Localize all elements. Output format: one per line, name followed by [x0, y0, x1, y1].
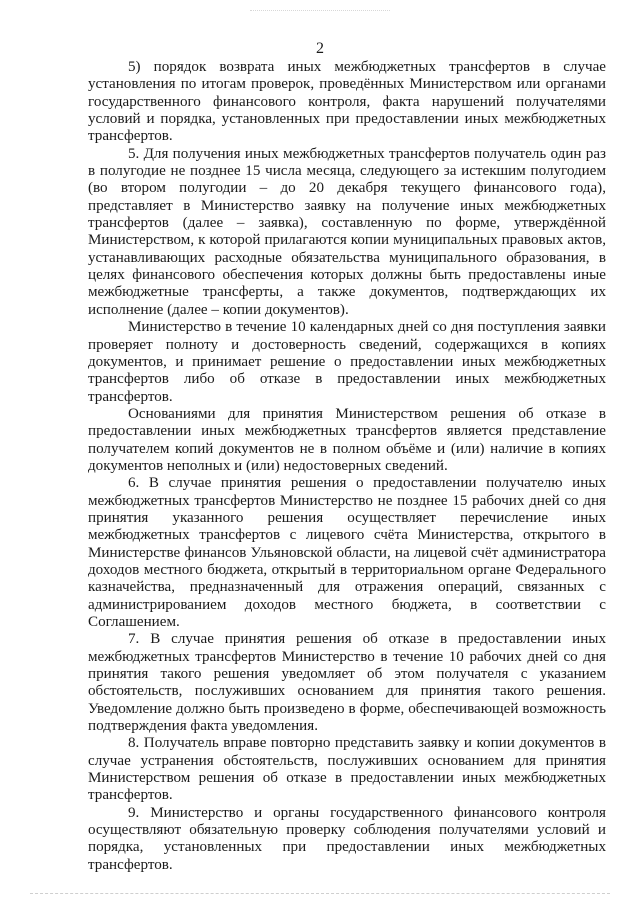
scan-artifact-top — [250, 10, 390, 12]
paragraph-9-control: 9. Министерство и органы государственного финансового контроля осуществляют обязательную проверку соблюдения получателями условий и порядка, установленных при предоставлении иных межбюджетных трансфертов. — [88, 804, 606, 873]
paragraph-5-review: Министерство в течение 10 календарных дней со дня поступления заявки проверяет полноту и достоверность сведений, содержащихся в копиях документов, и принимает решение о предоставлении иных межбюджетных трансфертов либо об отказе в предоставлении иных межбюджетных трансфертов. — [88, 319, 606, 405]
paragraph-item-5-return-order: 5) порядок возврата иных межбюджетных трансфертов в случае установления по итогам проверок, проведённых Министерством или органами государственного финансового контроля, факта нарушений получателями условий и порядка, установленных при предоставлении иных межбюджетных трансфертов. — [88, 59, 606, 145]
document-body — [88, 59, 606, 874]
paragraph-8-resubmission: 8. Получатель вправе повторно представить заявку и копии документов в случае устранения обстоятельств, послуживших основанием для принятия Министерством решения об отказе в предоставлении иных межбюджетных трансфертов. — [88, 735, 606, 804]
scan-artifact-bottom — [30, 893, 610, 895]
paragraph-5-refusal-grounds: Основаниями для принятия Министерством решения об отказе в предоставлении иных межбюджетных трансфертов является представление получателем копий документов не в полном объёме и (или) наличие в копиях документов неполных и (или) недостоверных сведений. — [88, 405, 606, 474]
page-number: 2 — [316, 40, 324, 57]
paragraph-5-application: 5. Для получения иных межбюджетных трансфертов получатель один раз в полугодие не позднее 15 числа месяца, следующего за истекшим полугодием (во втором полугодии – до 20 декабря текущего финансового года), представляет в Министерство заявку на получение иных межбюджетных трансфертов (далее – заявка), составленную по форме, утверждённой Министерством, к которой прилагаются копии муниципальных правовых актов, устанавливающих расходные обязательства муниципального образования, в целях финансового обеспечения которых должны быть предоставлены иные межбюджетные трансферты, а также документов, подтверждающих их исполнение (далее – копии документов). — [88, 145, 606, 318]
paragraph-6-transfer: 6. В случае принятия решения о предоставлении получателю иных межбюджетных трансфертов Министерство не позднее 15 рабочих дней со дня принятия указанного решения осуществляет перечисление иных межбюджетных трансфертов с лицевого счёта Министерства, открытого в Министерстве финансов Ульяновской области, на лицевой счёт администратора доходов местного бюджета, открытый в территориальном органе Федерального казначейства, предназначенный для отражения операций, связанных с администрированием доходов местного бюджета, в соответствии с Соглашением. — [88, 475, 606, 630]
paragraph-7-refusal-notice: 7. В случае принятия решения об отказе в предоставлении иных межбюджетных трансфертов Министерство в течение 10 рабочих дней со дня принятия такого решения уведомляет об этом получателя с указанием обстоятельств, послуживших основанием для принятия такого решения. Уведомление должно быть произведено в форме, обеспечивающей возможность подтверждения факта уведомления. — [88, 631, 606, 735]
